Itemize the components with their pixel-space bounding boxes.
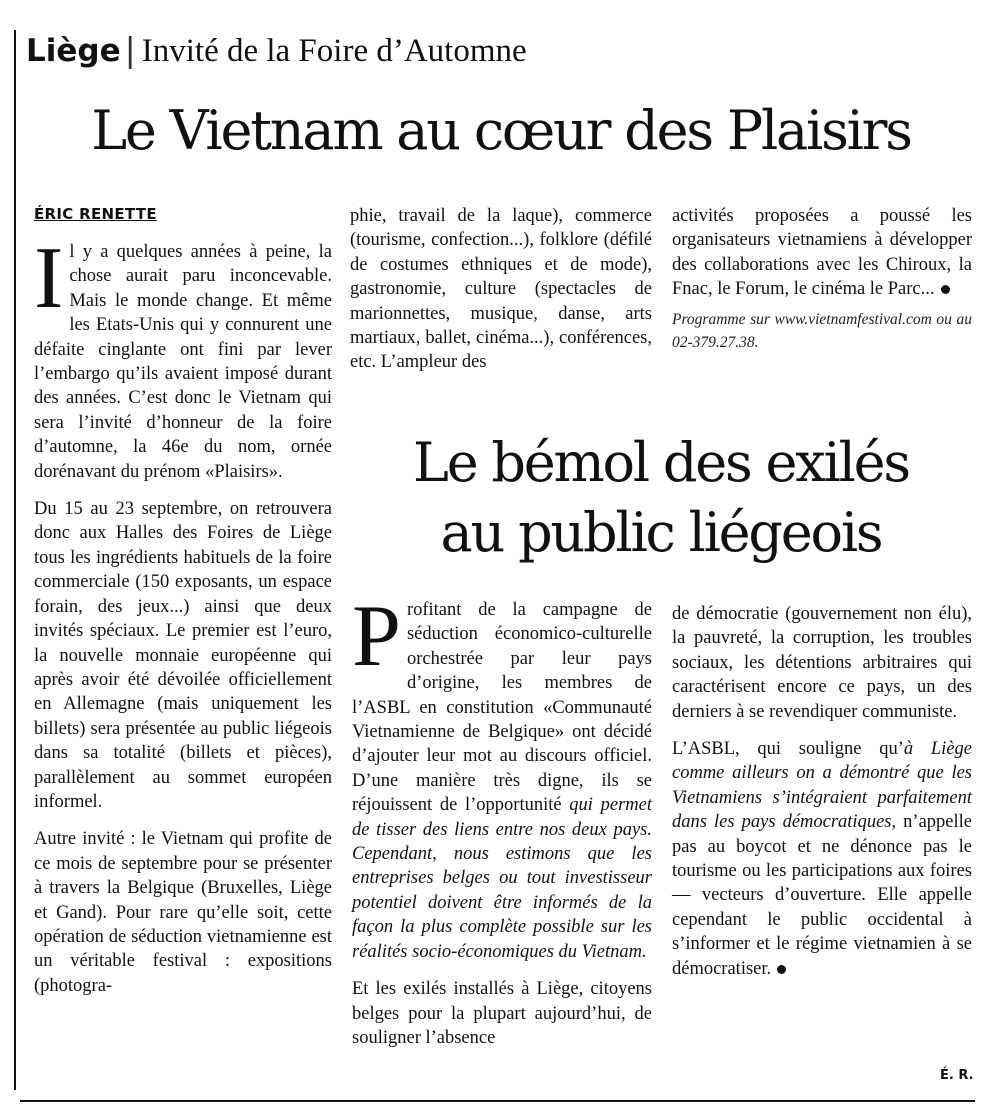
paragraph: Du 15 au 23 septembre, on retrouvera donc aux Halles des Foires de Liège tous les ingrédients habituels de la foire commerciale (150 exposants, un espace forain, des jeux...) ainsi que deux invités spéciaux. Le premier est l’euro, la nouvelle monnaie européenne qui après avoir été dévoilée officiellement en Allemagne (mais uniquement les billets) sera présentée au public liégeois dans sa totalité (billets et pièces), parallèlement au sommet européen informel. bbox=[34, 499, 332, 812]
quote-text: à Liège comme ailleurs on a démontré que les Vietnamiens s’intégraient parfaitement dans les pays démocratiques bbox=[672, 739, 972, 833]
paragraph: Il y a quelques années à peine, la chose aurait paru inconcevable. Mais le monde change. Et même les Etats-Unis qui y connurent une défaite cinglante ont fini par lever l’embargo qu’ils avaient imposé durant des années. C’est donc le Vietnam qui sera l’invité d’honneur de la foire d’automne, la 46e du nom, ornée dorénavant du prénom «Plaisirs». bbox=[34, 230, 332, 482]
paragraph: phie, travail de la laque), commerce (tourisme, confection...), folklore (défilé de costumes ethniques et de mode), gastronomie, culture (spectacles de marionnettes, musique, danse, arts martiaux, ballet, cinéma...), conférences, etc. L’ampleur des bbox=[350, 206, 652, 373]
programme-info: Programme sur www.vietnamfestival.com ou au 02-379.27.38. bbox=[672, 310, 972, 351]
article-column-1 bbox=[34, 230, 332, 1011]
paragraph-text: , n’appelle pas au boycot et ne dénonce pas le tourisme ou les participations aux foires — vecteurs d’ouverture. Elle appelle cependant le public occidental à s’informer et le régime vietnamien à se démocratiser. bbox=[672, 812, 972, 979]
paragraph: activités proposées a poussé les organisateurs vietnamiens à développer des collaborations avec les Chiroux, la Fnac, le Forum, le cinéma le Parc... bbox=[672, 206, 972, 300]
article-column-4 bbox=[352, 588, 652, 1063]
article-column-2 bbox=[350, 204, 652, 388]
byline: ÉRIC RENETTE bbox=[34, 205, 157, 223]
paragraph bbox=[352, 588, 652, 964]
kicker-subtitle: Invité de la Foire d’Automne bbox=[141, 33, 527, 69]
end-bullet-icon bbox=[777, 965, 786, 974]
paragraph bbox=[672, 737, 972, 981]
paragraph: de démocratie (gouvernement non élu), la pauvreté, la corruption, les troubles sociaux, les détentions arbitraires qui caractérisent encore ce pays, un des derniers à se revendiquer communiste. bbox=[672, 604, 972, 722]
article-column-5 bbox=[672, 602, 972, 994]
left-column-rule bbox=[14, 30, 16, 1090]
end-bullet-icon bbox=[941, 285, 950, 294]
paragraph-text: Profitant de la campagne de séduction économico-culturelle orchestrée par leur pays d’origine, les membres de l’ASBL en constitution «Communauté Vietnamienne de Belgique» ont décidé d’ajouter leur mot au discours officiel. D’une manière très digne, ils se réjouissent de l’opportunité bbox=[352, 588, 652, 816]
second-headline-line-1: Le bémol des exilés bbox=[413, 431, 909, 494]
paragraph: Et les exilés installés à Liège, citoyens belges pour la plupart aujourd’hui, de souligner l’absence bbox=[352, 979, 652, 1048]
kicker-separator: | bbox=[124, 30, 136, 69]
second-headline-line-2: au public liégeois bbox=[440, 501, 882, 564]
second-headline bbox=[350, 428, 972, 568]
main-headline: Le Vietnam au cœur des Plaisirs bbox=[91, 99, 911, 162]
author-initials: É. R. bbox=[940, 1068, 974, 1083]
quote-text: qui permet de tisser des liens entre nos deux pays. Cependant, nous estimons que les entreprises belges ou tout investisseur potentiel doivent être informés de la façon la plus complète possible sur les réalités socio-économiques du Vietnam. bbox=[352, 795, 652, 962]
section-kicker bbox=[26, 30, 527, 71]
bottom-rule bbox=[20, 1100, 975, 1102]
kicker-location: Liège bbox=[26, 33, 121, 69]
article-column-3 bbox=[672, 204, 972, 354]
paragraph: Autre invité : le Vietnam qui profite de ce mois de septembre pour se présenter à travers la Belgique (Bruxelles, Liège et Gand). Pour rare qu’elle soit, cette opération de séduction vietnamienne est un véritable festival : expositions (photogra- bbox=[34, 829, 332, 996]
paragraph-text: L’ASBL, qui souligne qu’ bbox=[672, 739, 904, 760]
